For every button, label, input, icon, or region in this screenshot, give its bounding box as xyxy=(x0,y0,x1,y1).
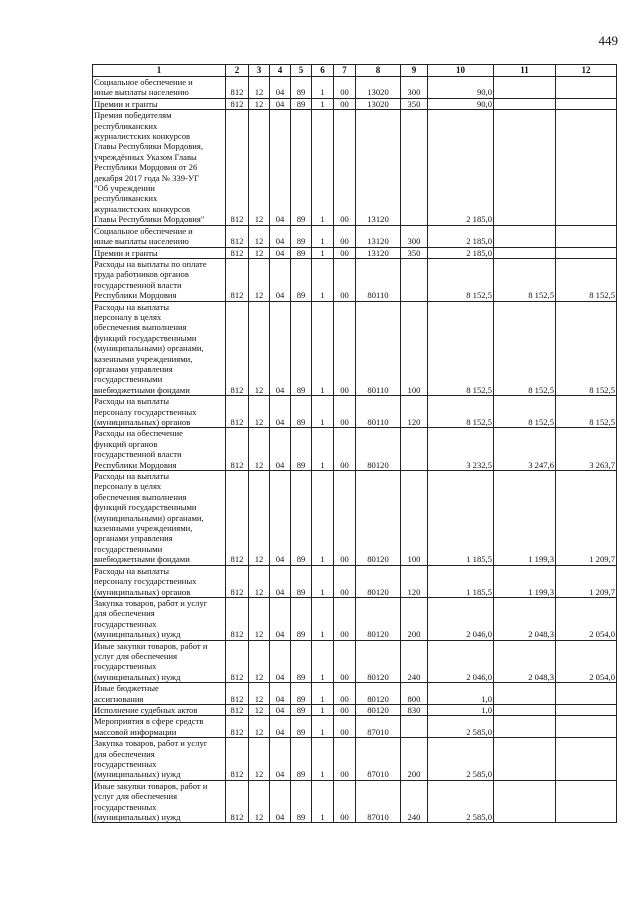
code-cell: 812 xyxy=(226,98,249,109)
event-cell: 00 xyxy=(334,780,356,823)
expense-type-cell: 120 xyxy=(401,396,428,428)
amount-year1-cell: 2 585,0 xyxy=(428,780,494,823)
amount-year2-cell: 8 152,5 xyxy=(494,396,556,428)
table-row xyxy=(93,704,617,715)
row-description: Социальное обеспечение и иные выплаты населению xyxy=(93,225,226,247)
expense-type-cell xyxy=(401,428,428,471)
expense-type-cell xyxy=(401,258,428,301)
section-cell: 12 xyxy=(249,98,270,109)
target-article-cell: 80110 xyxy=(356,396,401,428)
event-cell: 00 xyxy=(334,640,356,683)
subprogram-cell: 1 xyxy=(312,640,334,683)
amount-year3-cell xyxy=(556,738,617,781)
subsection-cell: 04 xyxy=(270,428,291,471)
section-cell: 12 xyxy=(249,301,270,396)
program-cell: 89 xyxy=(291,471,312,566)
event-cell: 00 xyxy=(334,77,356,99)
expense-type-cell: 100 xyxy=(401,471,428,566)
program-cell: 89 xyxy=(291,301,312,396)
code-cell: 812 xyxy=(226,77,249,99)
expense-type-cell: 240 xyxy=(401,780,428,823)
expense-type-cell: 800 xyxy=(401,683,428,705)
target-article-cell: 13120 xyxy=(356,247,401,258)
page-number: 449 xyxy=(598,33,618,48)
expense-type-cell: 830 xyxy=(401,704,428,715)
target-article-cell: 80120 xyxy=(356,597,401,640)
program-cell: 89 xyxy=(291,396,312,428)
table-body xyxy=(93,77,617,823)
expense-type-cell: 120 xyxy=(401,565,428,597)
amount-year3-cell xyxy=(556,716,617,738)
expense-type-cell xyxy=(401,716,428,738)
subprogram-cell: 1 xyxy=(312,77,334,99)
row-description: Расходы на обеспечение функций органов государственной власти Республики Мордовия xyxy=(93,428,226,471)
row-description: Премия победителям республиканских журналистских конкурсов Главы Республики Мордовия, учреждённых Указом Главы Республики Мордовия от 26 декабря 2017 года № 339-УГ "Об учреждении республиканских журналистских конкурсов Главы Республики Мордовия" xyxy=(93,110,226,225)
subsection-cell: 04 xyxy=(270,683,291,705)
code-cell: 812 xyxy=(226,301,249,396)
subprogram-cell: 1 xyxy=(312,258,334,301)
section-cell: 12 xyxy=(249,780,270,823)
target-article-cell: 80110 xyxy=(356,301,401,396)
amount-year2-cell: 1 199,3 xyxy=(494,471,556,566)
subprogram-cell: 1 xyxy=(312,565,334,597)
row-description: Расходы на выплаты персоналу в целях обеспечения выполнения функций государственными (муниципальными) органами, казенными учреждениями, органами управления государственными внебюджетными фондами xyxy=(93,301,226,396)
program-cell: 89 xyxy=(291,738,312,781)
target-article-cell: 13020 xyxy=(356,98,401,109)
code-cell: 812 xyxy=(226,258,249,301)
target-article-cell: 13120 xyxy=(356,225,401,247)
event-cell: 00 xyxy=(334,565,356,597)
row-description: Мероприятия в сфере средств массовой информации xyxy=(93,716,226,738)
code-cell: 812 xyxy=(226,640,249,683)
subsection-cell: 04 xyxy=(270,597,291,640)
row-description: Иные бюджетные ассигнования xyxy=(93,683,226,705)
target-article-cell: 13020 xyxy=(356,77,401,99)
subprogram-cell: 1 xyxy=(312,247,334,258)
amount-year3-cell: 2 054,0 xyxy=(556,597,617,640)
code-cell: 812 xyxy=(226,704,249,715)
table-row xyxy=(93,471,617,566)
event-cell: 00 xyxy=(334,471,356,566)
expense-type-cell xyxy=(401,110,428,225)
event-cell: 00 xyxy=(334,738,356,781)
subsection-cell: 04 xyxy=(270,301,291,396)
table-row xyxy=(93,396,617,428)
row-description: Премии и гранты xyxy=(93,98,226,109)
subsection-cell: 04 xyxy=(270,396,291,428)
code-cell: 812 xyxy=(226,428,249,471)
target-article-cell: 13120 xyxy=(356,110,401,225)
event-cell: 00 xyxy=(334,704,356,715)
column-header: 1 xyxy=(93,65,226,77)
program-cell: 89 xyxy=(291,597,312,640)
amount-year2-cell xyxy=(494,225,556,247)
subsection-cell: 04 xyxy=(270,110,291,225)
section-cell: 12 xyxy=(249,704,270,715)
amount-year1-cell: 3 232,5 xyxy=(428,428,494,471)
event-cell: 00 xyxy=(334,258,356,301)
code-cell: 812 xyxy=(226,471,249,566)
section-cell: 12 xyxy=(249,258,270,301)
amount-year3-cell xyxy=(556,683,617,705)
table-row xyxy=(93,77,617,99)
event-cell: 00 xyxy=(334,225,356,247)
section-cell: 12 xyxy=(249,683,270,705)
amount-year3-cell: 8 152,5 xyxy=(556,396,617,428)
amount-year2-cell: 2 048,3 xyxy=(494,640,556,683)
target-article-cell: 80120 xyxy=(356,640,401,683)
subsection-cell: 04 xyxy=(270,716,291,738)
subprogram-cell: 1 xyxy=(312,428,334,471)
code-cell: 812 xyxy=(226,110,249,225)
amount-year2-cell: 1 199,3 xyxy=(494,565,556,597)
expense-type-cell: 350 xyxy=(401,247,428,258)
amount-year1-cell: 2 585,0 xyxy=(428,738,494,781)
amount-year2-cell xyxy=(494,716,556,738)
column-header: 12 xyxy=(556,65,617,77)
program-cell: 89 xyxy=(291,428,312,471)
target-article-cell: 87010 xyxy=(356,738,401,781)
table-row xyxy=(93,640,617,683)
section-cell: 12 xyxy=(249,565,270,597)
amount-year1-cell: 2 585,0 xyxy=(428,716,494,738)
code-cell: 812 xyxy=(226,716,249,738)
amount-year2-cell xyxy=(494,780,556,823)
row-description: Премии и гранты xyxy=(93,247,226,258)
code-cell: 812 xyxy=(226,396,249,428)
program-cell: 89 xyxy=(291,716,312,738)
subprogram-cell: 1 xyxy=(312,396,334,428)
amount-year2-cell: 2 048,3 xyxy=(494,597,556,640)
row-description: Расходы на выплаты персоналу государственных (муниципальных) органов xyxy=(93,565,226,597)
row-description: Закупка товаров, работ и услуг для обеспечения государственных (муниципальных) нужд xyxy=(93,738,226,781)
row-description: Социальное обеспечение и иные выплаты населению xyxy=(93,77,226,99)
subsection-cell: 04 xyxy=(270,98,291,109)
code-cell: 812 xyxy=(226,780,249,823)
table-row xyxy=(93,716,617,738)
code-cell: 812 xyxy=(226,565,249,597)
column-header: 9 xyxy=(401,65,428,77)
column-header: 2 xyxy=(226,65,249,77)
column-header: 6 xyxy=(312,65,334,77)
amount-year3-cell: 8 152,5 xyxy=(556,258,617,301)
table-row xyxy=(93,683,617,705)
amount-year1-cell: 8 152,5 xyxy=(428,258,494,301)
subprogram-cell: 1 xyxy=(312,471,334,566)
column-header: 11 xyxy=(494,65,556,77)
row-description: Расходы на выплаты по оплате труда работников органов государственной власти Республики Мордовия xyxy=(93,258,226,301)
target-article-cell: 80120 xyxy=(356,471,401,566)
amount-year1-cell: 8 152,5 xyxy=(428,396,494,428)
code-cell: 812 xyxy=(226,738,249,781)
amount-year1-cell: 2 046,0 xyxy=(428,640,494,683)
expense-type-cell: 200 xyxy=(401,597,428,640)
target-article-cell: 80120 xyxy=(356,704,401,715)
amount-year2-cell: 8 152,5 xyxy=(494,301,556,396)
amount-year1-cell: 2 185,0 xyxy=(428,225,494,247)
expense-type-cell: 240 xyxy=(401,640,428,683)
amount-year1-cell: 90,0 xyxy=(428,98,494,109)
expense-type-cell: 350 xyxy=(401,98,428,109)
program-cell: 89 xyxy=(291,683,312,705)
amount-year3-cell xyxy=(556,110,617,225)
amount-year1-cell: 90,0 xyxy=(428,77,494,99)
table-row xyxy=(93,565,617,597)
subprogram-cell: 1 xyxy=(312,738,334,781)
amount-year3-cell: 8 152,5 xyxy=(556,301,617,396)
section-cell: 12 xyxy=(249,471,270,566)
subprogram-cell: 1 xyxy=(312,780,334,823)
column-header: 8 xyxy=(356,65,401,77)
column-header: 5 xyxy=(291,65,312,77)
table-row xyxy=(93,597,617,640)
row-description: Иные закупки товаров, работ и услуг для обеспечения государственных (муниципальных) нужд xyxy=(93,640,226,683)
table-row xyxy=(93,428,617,471)
subsection-cell: 04 xyxy=(270,565,291,597)
subprogram-cell: 1 xyxy=(312,683,334,705)
target-article-cell: 87010 xyxy=(356,780,401,823)
event-cell: 00 xyxy=(334,597,356,640)
amount-year2-cell xyxy=(494,683,556,705)
event-cell: 00 xyxy=(334,716,356,738)
amount-year1-cell: 1,0 xyxy=(428,704,494,715)
column-header: 3 xyxy=(249,65,270,77)
program-cell: 89 xyxy=(291,258,312,301)
section-cell: 12 xyxy=(249,247,270,258)
event-cell: 00 xyxy=(334,301,356,396)
event-cell: 00 xyxy=(334,247,356,258)
target-article-cell: 80110 xyxy=(356,258,401,301)
amount-year3-cell xyxy=(556,780,617,823)
amount-year1-cell: 1 185,5 xyxy=(428,471,494,566)
code-cell: 812 xyxy=(226,225,249,247)
program-cell: 89 xyxy=(291,110,312,225)
subsection-cell: 04 xyxy=(270,640,291,683)
amount-year1-cell: 2 185,0 xyxy=(428,247,494,258)
section-cell: 12 xyxy=(249,428,270,471)
program-cell: 89 xyxy=(291,704,312,715)
section-cell: 12 xyxy=(249,396,270,428)
target-article-cell: 80120 xyxy=(356,428,401,471)
table-row xyxy=(93,247,617,258)
column-header: 10 xyxy=(428,65,494,77)
amount-year3-cell xyxy=(556,98,617,109)
amount-year3-cell xyxy=(556,225,617,247)
amount-year2-cell xyxy=(494,704,556,715)
event-cell: 00 xyxy=(334,98,356,109)
table-row xyxy=(93,258,617,301)
column-header: 7 xyxy=(334,65,356,77)
program-cell: 89 xyxy=(291,77,312,99)
amount-year3-cell xyxy=(556,247,617,258)
subsection-cell: 04 xyxy=(270,258,291,301)
subprogram-cell: 1 xyxy=(312,301,334,396)
event-cell: 00 xyxy=(334,683,356,705)
table-header-row xyxy=(93,65,617,77)
subprogram-cell: 1 xyxy=(312,704,334,715)
amount-year1-cell: 2 185,0 xyxy=(428,110,494,225)
section-cell: 12 xyxy=(249,640,270,683)
amount-year2-cell xyxy=(494,738,556,781)
subprogram-cell: 1 xyxy=(312,225,334,247)
expense-type-cell: 300 xyxy=(401,77,428,99)
program-cell: 89 xyxy=(291,247,312,258)
budget-table xyxy=(92,64,617,823)
table-row xyxy=(93,225,617,247)
amount-year3-cell xyxy=(556,77,617,99)
amount-year3-cell: 2 054,0 xyxy=(556,640,617,683)
program-cell: 89 xyxy=(291,565,312,597)
amount-year3-cell: 1 209,7 xyxy=(556,565,617,597)
section-cell: 12 xyxy=(249,110,270,225)
expense-type-cell: 300 xyxy=(401,225,428,247)
column-header: 4 xyxy=(270,65,291,77)
row-description: Исполнение судебных актов xyxy=(93,704,226,715)
event-cell: 00 xyxy=(334,110,356,225)
amount-year3-cell xyxy=(556,704,617,715)
amount-year3-cell: 1 209,7 xyxy=(556,471,617,566)
target-article-cell: 87010 xyxy=(356,716,401,738)
target-article-cell: 80120 xyxy=(356,565,401,597)
section-cell: 12 xyxy=(249,597,270,640)
table-row xyxy=(93,110,617,225)
amount-year1-cell: 2 046,0 xyxy=(428,597,494,640)
amount-year2-cell xyxy=(494,77,556,99)
amount-year2-cell xyxy=(494,110,556,225)
subprogram-cell: 1 xyxy=(312,597,334,640)
row-description: Иные закупки товаров, работ и услуг для обеспечения государственных (муниципальных) нужд xyxy=(93,780,226,823)
event-cell: 00 xyxy=(334,428,356,471)
subsection-cell: 04 xyxy=(270,738,291,781)
subsection-cell: 04 xyxy=(270,704,291,715)
table-row xyxy=(93,301,617,396)
subsection-cell: 04 xyxy=(270,780,291,823)
amount-year3-cell: 3 263,7 xyxy=(556,428,617,471)
subsection-cell: 04 xyxy=(270,225,291,247)
table-row xyxy=(93,738,617,781)
subsection-cell: 04 xyxy=(270,77,291,99)
expense-type-cell: 100 xyxy=(401,301,428,396)
event-cell: 00 xyxy=(334,396,356,428)
table-row xyxy=(93,98,617,109)
amount-year1-cell: 1,0 xyxy=(428,683,494,705)
code-cell: 812 xyxy=(226,597,249,640)
row-description: Закупка товаров, работ и услуг для обеспечения государственных (муниципальных) нужд xyxy=(93,597,226,640)
subsection-cell: 04 xyxy=(270,471,291,566)
program-cell: 89 xyxy=(291,640,312,683)
row-description: Расходы на выплаты персоналу в целях обеспечения выполнения функций государственными (муниципальными) органами, казенными учреждениями, органами управления государственными внебюджетными фондами xyxy=(93,471,226,566)
amount-year1-cell: 1 185,5 xyxy=(428,565,494,597)
program-cell: 89 xyxy=(291,780,312,823)
subsection-cell: 04 xyxy=(270,247,291,258)
section-cell: 12 xyxy=(249,738,270,781)
expense-type-cell: 200 xyxy=(401,738,428,781)
row-description: Расходы на выплаты персоналу государственных (муниципальных) органов xyxy=(93,396,226,428)
code-cell: 812 xyxy=(226,683,249,705)
subprogram-cell: 1 xyxy=(312,110,334,225)
program-cell: 89 xyxy=(291,225,312,247)
amount-year2-cell: 8 152,5 xyxy=(494,258,556,301)
subprogram-cell: 1 xyxy=(312,716,334,738)
amount-year2-cell xyxy=(494,98,556,109)
program-cell: 89 xyxy=(291,98,312,109)
table-row xyxy=(93,780,617,823)
section-cell: 12 xyxy=(249,77,270,99)
amount-year2-cell: 3 247,6 xyxy=(494,428,556,471)
code-cell: 812 xyxy=(226,247,249,258)
target-article-cell: 80120 xyxy=(356,683,401,705)
section-cell: 12 xyxy=(249,716,270,738)
amount-year2-cell xyxy=(494,247,556,258)
amount-year1-cell: 8 152,5 xyxy=(428,301,494,396)
section-cell: 12 xyxy=(249,225,270,247)
subprogram-cell: 1 xyxy=(312,98,334,109)
